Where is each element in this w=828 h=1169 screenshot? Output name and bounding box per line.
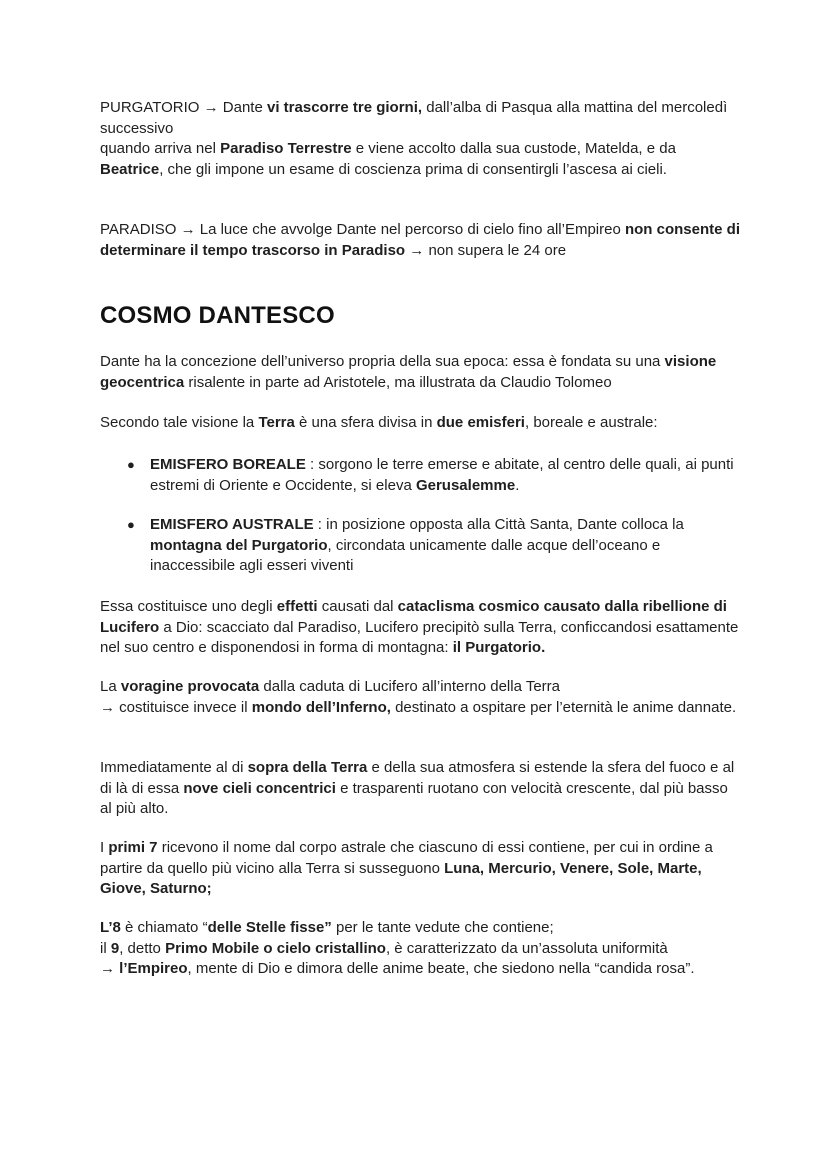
bullet-icon: ● xyxy=(127,457,135,472)
bold-text: montagna del Purgatorio xyxy=(150,536,328,554)
bold-text: effetti xyxy=(276,598,318,615)
text: , è caratterizzato da un’assoluta uniformità xyxy=(385,939,668,957)
bold-text: Beatrice xyxy=(100,160,160,178)
bold-text: cataclisma cosmico causato dalla ribellione di Lucifero xyxy=(100,598,727,636)
ottavo-paragraph xyxy=(100,918,740,980)
bullet-icon: ● xyxy=(127,517,135,532)
text: , boreale e australe: xyxy=(524,414,658,431)
text: destinato a ospitare per l’eternità le anime dannate. xyxy=(390,698,737,716)
text: Dante ha la concezione dell’universo propria della sua epoca: essa è fondata su una xyxy=(100,353,665,370)
text: ricevono il nome dal corpo astrale che ciascuno di essi contiene, per cui in ordine a partire da quello più vicino alla Terra si susseguono xyxy=(100,839,713,877)
bold-text: sopra della Terra xyxy=(247,759,368,776)
voragine-paragraph xyxy=(100,677,740,718)
text: è chiamato “ xyxy=(120,919,208,936)
bold-text: visione geocentrica xyxy=(100,353,717,391)
text: per le tante vedute che contiene; xyxy=(331,919,554,936)
text: . xyxy=(515,476,520,494)
text: è una sfera divisa in xyxy=(294,414,437,431)
text: : in posizione opposta alla Città Santa, Dante colloca la xyxy=(313,516,684,533)
text: PURGATORIO → Dante xyxy=(100,99,267,116)
bold-text: Primo Mobile o cielo cristallino xyxy=(165,939,386,957)
bold-text: Luna, Mercurio, Venere, Sole, Marte, Giove, Saturno; xyxy=(100,859,702,897)
bold-text: l’Empireo xyxy=(119,960,188,977)
text: La xyxy=(100,678,121,695)
bold-text: vi trascorre tre giorni, xyxy=(267,99,423,116)
list-item-australe xyxy=(150,515,740,577)
text: Essa costituisce uno degli xyxy=(100,598,277,615)
text: Immediatamente al di xyxy=(100,759,248,776)
bold-text: due emisferi xyxy=(436,414,525,431)
page-title: COSMO DANTESCO xyxy=(100,302,335,329)
text: Secondo tale visione la xyxy=(100,414,259,431)
bold-text: il Purgatorio. xyxy=(452,639,546,656)
intro-paragraph xyxy=(100,352,740,393)
bold-text: 9 xyxy=(110,939,120,957)
bold-text: voragine provocata xyxy=(120,678,260,695)
text: , che gli impone un esame di coscienza prima di consentirgli l’ascesa ai cieli. xyxy=(159,160,667,178)
text: , mente di Dio e dimora delle anime beate, che siedono nella “candida rosa”. xyxy=(187,960,695,977)
secondo-paragraph xyxy=(100,413,740,434)
primi-paragraph xyxy=(100,838,740,900)
essa-paragraph xyxy=(100,597,740,659)
text: il xyxy=(100,939,111,957)
text: quando arriva nel xyxy=(100,140,221,157)
bold-text: mondo dell’Inferno, xyxy=(251,698,391,716)
text: risalente in parte ad Aristotele, ma illustrata da Claudio Tolomeo xyxy=(184,373,612,391)
text: → non supera le 24 ore xyxy=(405,241,567,259)
text: dalla caduta di Lucifero all’interno della Terra xyxy=(259,678,560,695)
bold-text: Gerusalemme xyxy=(415,476,516,494)
paradiso-paragraph xyxy=(100,220,740,261)
bold-text: non consente di determinare il tempo trascorso in Paradiso xyxy=(100,221,740,259)
bold-text: primi 7 xyxy=(108,839,158,856)
cieli-paragraph xyxy=(100,758,740,820)
text: → costituisce invece il xyxy=(100,698,252,716)
text: : sorgono le terre emerse e abitate, al centro delle quali, ai punti estremi di Oriente e Occidente, si eleva xyxy=(150,456,734,494)
text: e della sua atmosfera si estende la sfera del fuoco e al di là di essa xyxy=(100,759,735,797)
text: e viene accolto dalla sua custode, Matelda, e da xyxy=(351,140,676,157)
purgatorio-paragraph xyxy=(100,98,740,180)
text: → xyxy=(100,960,120,977)
list-item-boreale xyxy=(150,455,740,496)
text: causati dal xyxy=(317,598,398,615)
bold-text: nove cieli concentrici xyxy=(183,779,336,797)
text: dall’alba di Pasqua alla mattina del mercoledì successivo xyxy=(100,99,728,137)
bold-text: Terra xyxy=(258,414,295,431)
bold-text: L’8 xyxy=(100,919,121,936)
bold-text: EMISFERO AUSTRALE xyxy=(150,516,314,533)
text: , circondata unicamente dalle acque dell’oceano e inaccessibile agli esseri viventi xyxy=(150,536,661,574)
text: a Dio: scacciato dal Paradiso, Lucifero precipitò sulla Terra, conficcandosi esattamente nel suo centro e disponendosi in forma di montagna: xyxy=(100,618,739,656)
bold-text: EMISFERO BOREALE xyxy=(150,456,306,473)
bold-text: Paradiso Terrestre xyxy=(220,140,352,157)
text: PARADISO → La luce che avvolge Dante nel percorso di cielo fino all’Empireo xyxy=(100,221,625,238)
bold-text: delle Stelle fisse” xyxy=(207,919,332,936)
text: I xyxy=(100,839,109,856)
text: e trasparenti ruotano con velocità crescente, dal più basso al più alto. xyxy=(100,779,728,817)
text: , detto xyxy=(119,939,166,957)
